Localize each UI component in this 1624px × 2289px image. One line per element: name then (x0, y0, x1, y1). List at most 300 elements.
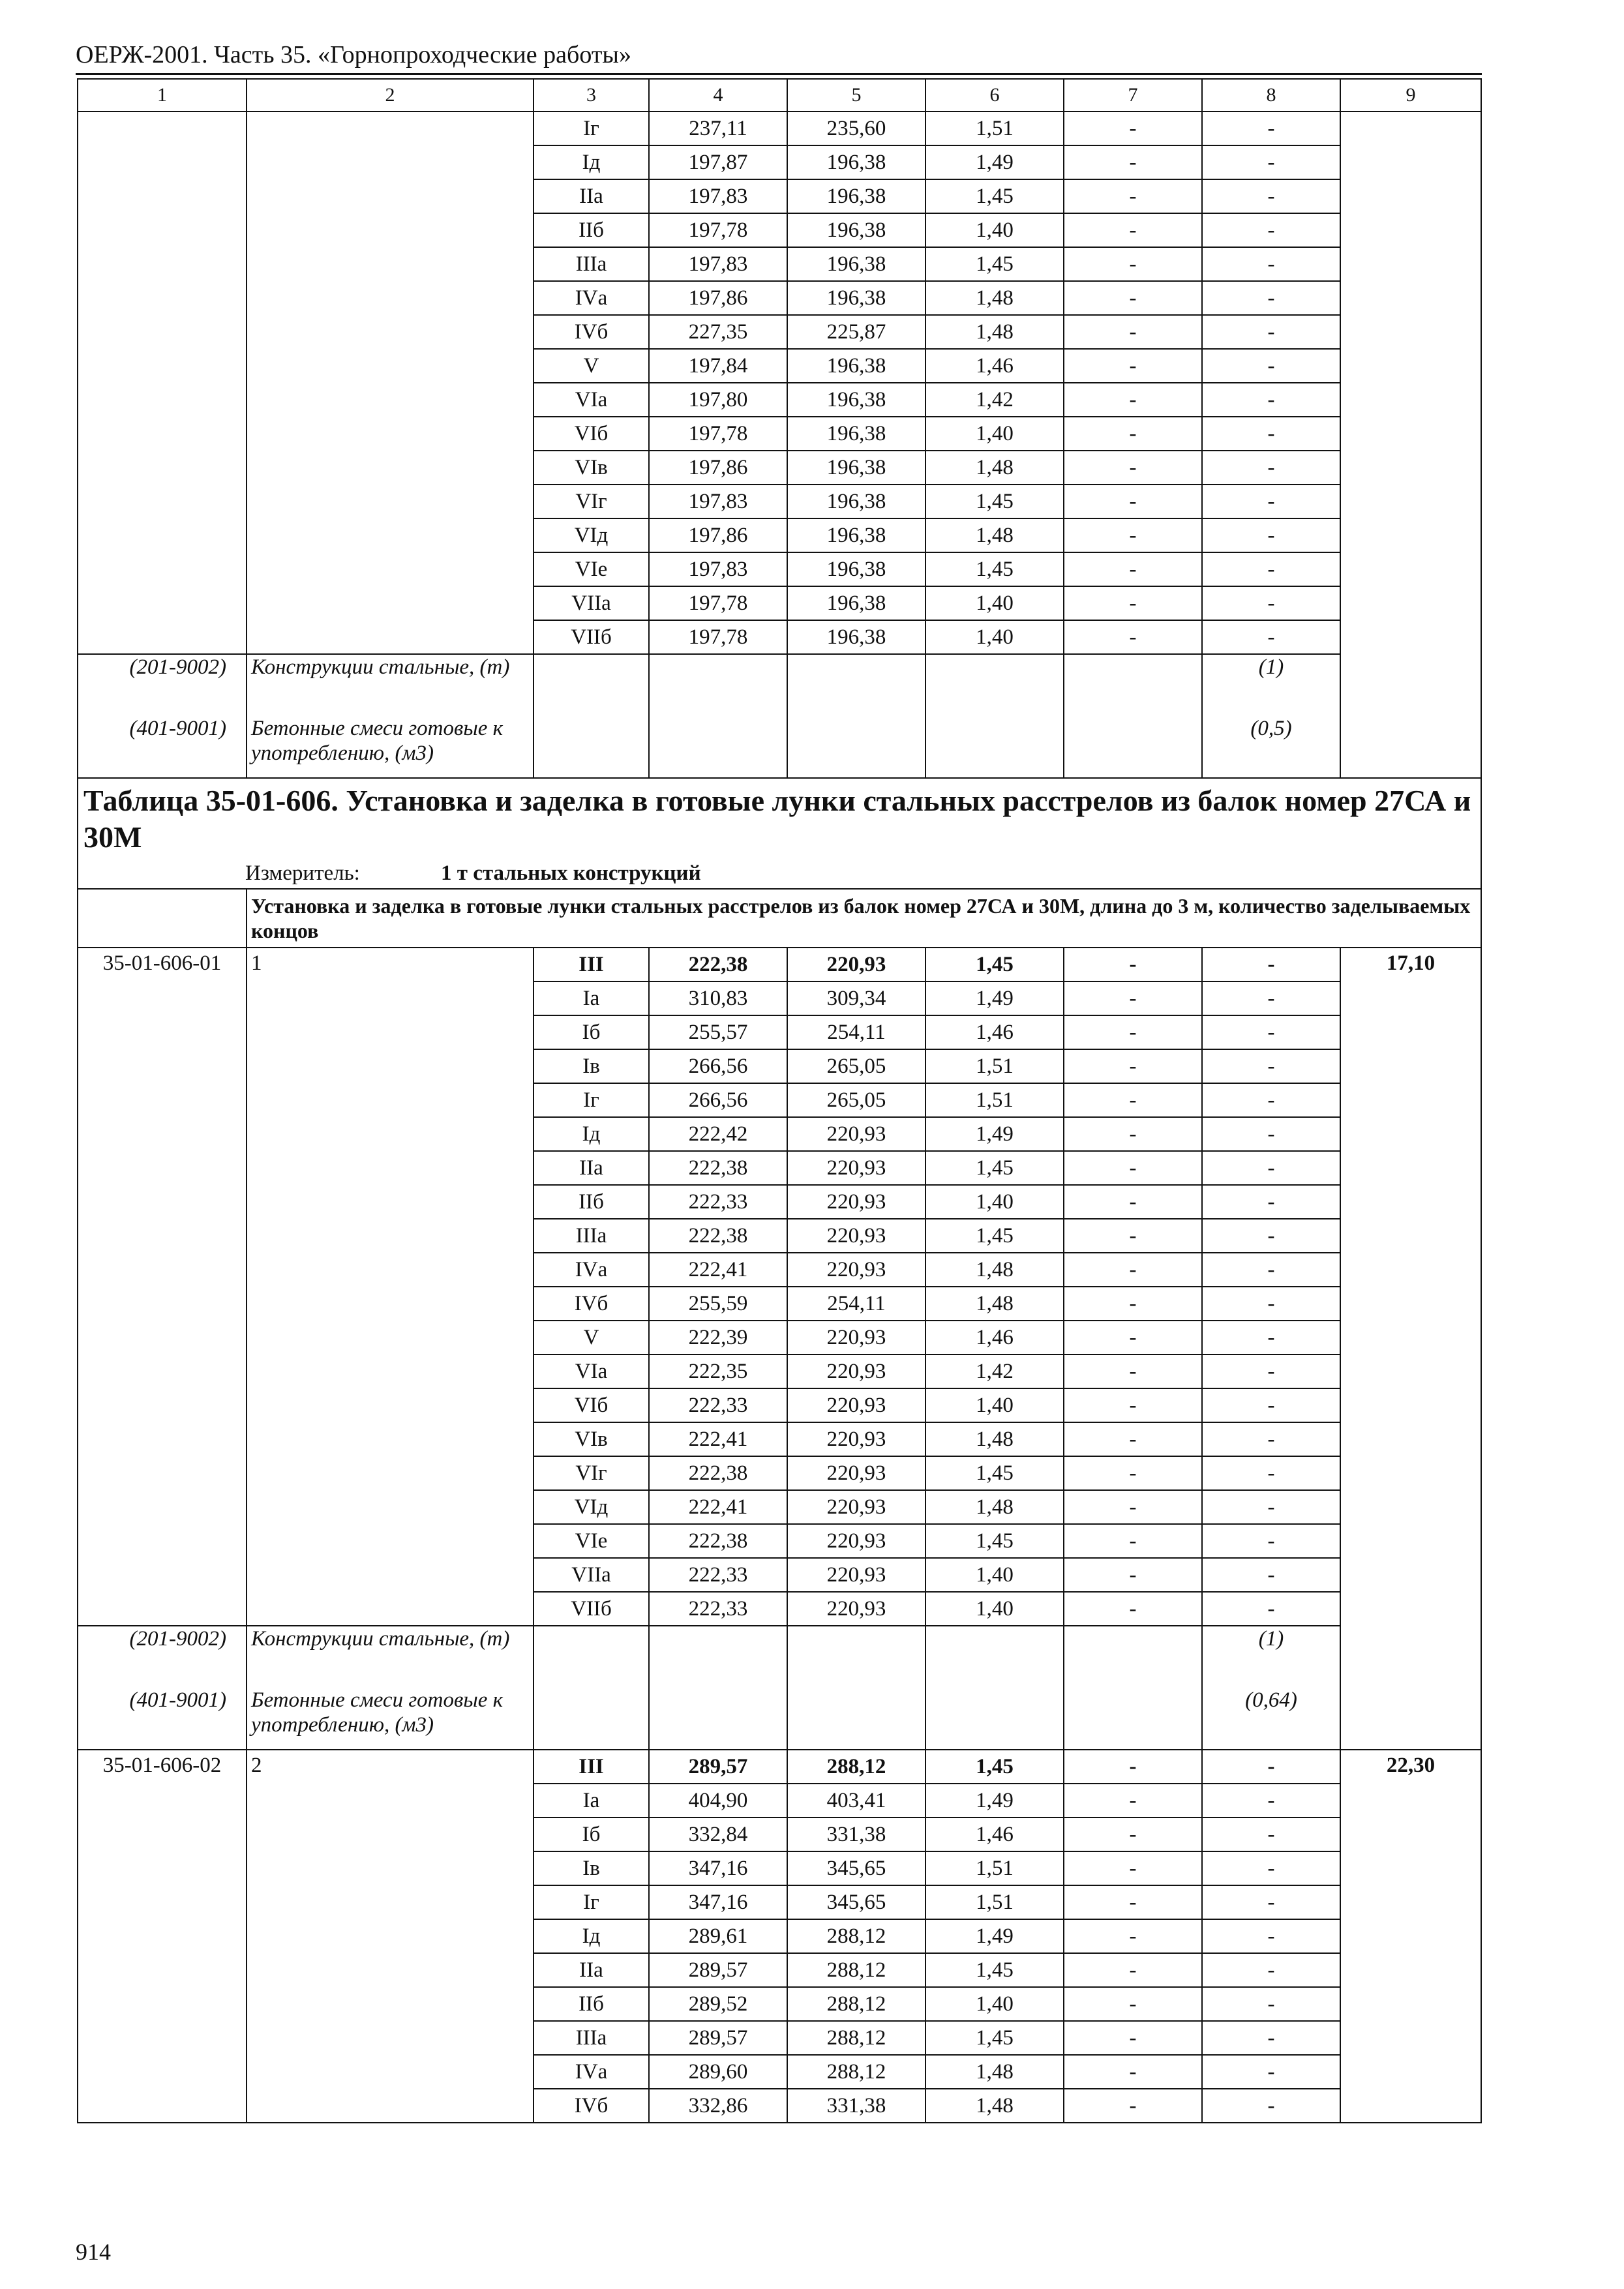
cell-c7: - (1064, 1388, 1202, 1422)
cell-c8: - (1202, 1818, 1340, 1851)
cell-c5: 196,38 (787, 518, 925, 552)
norm-row (78, 948, 1481, 981)
cell-c7: - (1064, 383, 1202, 417)
cell-c4: 237,11 (649, 112, 787, 145)
cell-c6: 1,48 (925, 281, 1064, 315)
cell-c6: 1,49 (925, 981, 1064, 1015)
cell-c7: - (1064, 1015, 1202, 1049)
cell-c4: 197,87 (649, 145, 787, 179)
cell-c8: - (1202, 1885, 1340, 1919)
cell-c7: - (1064, 1987, 1202, 2021)
table-title-row (78, 778, 1481, 858)
cell-c8: - (1202, 145, 1340, 179)
cell-cat: VIIа (534, 586, 649, 620)
cell-c8: - (1202, 1456, 1340, 1490)
cell-cat: IIб (534, 1185, 649, 1219)
cell-c7: - (1064, 1885, 1202, 1919)
cell-c4: 310,83 (649, 981, 787, 1015)
cell-c4: 289,52 (649, 1987, 787, 2021)
cell-c7: - (1064, 2055, 1202, 2089)
resource-empty-cell (1064, 1626, 1202, 1688)
cell-c8: - (1202, 1388, 1340, 1422)
norm-description: 1 (247, 948, 534, 1626)
cell-c7: - (1064, 1253, 1202, 1287)
cell-c8: - (1202, 1253, 1340, 1287)
cell-c4: 197,86 (649, 451, 787, 485)
measure-label: Измеритель: (245, 861, 360, 885)
resource-empty-cell (649, 1626, 787, 1688)
cell-c7: - (1064, 1558, 1202, 1592)
cell-c7: - (1064, 1524, 1202, 1558)
column-number: 5 (787, 79, 925, 112)
resource-empty-cell (1064, 654, 1202, 716)
cell-c6: 1,46 (925, 1818, 1064, 1851)
column-number: 8 (1202, 79, 1340, 112)
cell-cat: IIа (534, 1953, 649, 1987)
cell-c6: 1,45 (925, 1151, 1064, 1185)
cell-c6: 1,40 (925, 1987, 1064, 2021)
cell-c7: - (1064, 247, 1202, 281)
cell-c8: - (1202, 383, 1340, 417)
resource-empty-cell (534, 716, 649, 778)
cell-c5: 403,41 (787, 1784, 925, 1818)
cell-c4: 197,78 (649, 213, 787, 247)
header-rule (76, 73, 1482, 75)
resource-name: Конструкции стальные, (т) (247, 1626, 534, 1688)
cell-c7: - (1064, 552, 1202, 586)
resource-empty-cell (787, 654, 925, 716)
cell-cat: VIб (534, 417, 649, 451)
cell-cat: IVа (534, 1253, 649, 1287)
cell-c7: - (1064, 2021, 1202, 2055)
cell-c8: - (1202, 518, 1340, 552)
cell-cat: Iд (534, 1919, 649, 1953)
cell-c4: 197,86 (649, 281, 787, 315)
cell-c4: 222,38 (649, 1524, 787, 1558)
cell-c4: 222,41 (649, 1422, 787, 1456)
cell-c4: 197,83 (649, 247, 787, 281)
cell-c4: 227,35 (649, 315, 787, 349)
cell-cat: Iв (534, 1049, 649, 1083)
resource-row (78, 1688, 1481, 1750)
cell-c6: 1,51 (925, 1851, 1064, 1885)
cell-c5: 196,38 (787, 417, 925, 451)
cell-c7: - (1064, 213, 1202, 247)
cell-c5: 288,12 (787, 1987, 925, 2021)
cell-c6: 1,51 (925, 112, 1064, 145)
cell-c6: 1,49 (925, 1919, 1064, 1953)
cell-c5: 196,38 (787, 281, 925, 315)
cell-c6: 1,40 (925, 620, 1064, 654)
cell-c7: - (1064, 1592, 1202, 1626)
resource-empty-cell (925, 654, 1064, 716)
cell-c7: - (1064, 981, 1202, 1015)
cell-c4: 289,60 (649, 2055, 787, 2089)
cell-c5: 220,93 (787, 1422, 925, 1456)
cell-c8: - (1202, 1321, 1340, 1354)
cell-cat: VIд (534, 1490, 649, 1524)
cell-cat: IIб (534, 213, 649, 247)
cell-cat: Iб (534, 1015, 649, 1049)
cell-c6: 1,40 (925, 1558, 1064, 1592)
resource-name: Бетонные смеси готовые к употреблению, (м3) (247, 1688, 534, 1750)
cell-c7: - (1064, 1083, 1202, 1117)
cell-c6: 1,48 (925, 518, 1064, 552)
cell-c6: 1,51 (925, 1083, 1064, 1117)
cell-c6: 1,45 (925, 1750, 1064, 1784)
cell-c4: 222,39 (649, 1321, 787, 1354)
page-header-title: ОЕРЖ-2001. Часть 35. «Горнопроходческие работы» (76, 41, 631, 68)
cell-c7: - (1064, 145, 1202, 179)
cell-c6: 1,48 (925, 1287, 1064, 1321)
cell-c7: - (1064, 1818, 1202, 1851)
cell-c8: - (1202, 1851, 1340, 1885)
cell-c8: - (1202, 1784, 1340, 1818)
cell-cat: VIIа (534, 1558, 649, 1592)
cell-c5: 220,93 (787, 1592, 925, 1626)
resource-empty-cell (534, 1688, 649, 1750)
column-number: 1 (78, 79, 247, 112)
cell-c6: 1,45 (925, 2021, 1064, 2055)
cell-cat: IVб (534, 315, 649, 349)
cell-c8: - (1202, 247, 1340, 281)
cell-c8: - (1202, 1422, 1340, 1456)
cell-c6: 1,46 (925, 1015, 1064, 1049)
norm-total (1340, 112, 1481, 778)
cell-c6: 1,48 (925, 1490, 1064, 1524)
cell-c8: - (1202, 213, 1340, 247)
cell-c4: 289,57 (649, 1750, 787, 1784)
norms-table (77, 78, 1482, 2123)
cell-c4: 197,83 (649, 485, 787, 518)
cell-c8: - (1202, 1151, 1340, 1185)
cell-c5: 254,11 (787, 1015, 925, 1049)
cell-c8: - (1202, 451, 1340, 485)
cell-cat: VIIб (534, 620, 649, 654)
cell-cat: VIа (534, 383, 649, 417)
cell-c7: - (1064, 1185, 1202, 1219)
cell-c6: 1,40 (925, 586, 1064, 620)
cell-c6: 1,45 (925, 1456, 1064, 1490)
cell-cat: VIIб (534, 1592, 649, 1626)
resource-value: (1) (1202, 1626, 1340, 1688)
resource-empty-cell (1064, 716, 1202, 778)
cell-c5: 345,65 (787, 1885, 925, 1919)
resource-value: (0,5) (1202, 716, 1340, 778)
cell-c4: 289,57 (649, 2021, 787, 2055)
resource-value: (1) (1202, 654, 1340, 716)
cell-c8: - (1202, 2055, 1340, 2089)
cell-c4: 222,38 (649, 948, 787, 981)
subtitle-empty-cell (78, 889, 247, 948)
cell-c4: 222,33 (649, 1185, 787, 1219)
cell-c6: 1,42 (925, 383, 1064, 417)
norm-row (78, 112, 1481, 145)
cell-cat: VIг (534, 1456, 649, 1490)
cell-c7: - (1064, 349, 1202, 383)
cell-c8: - (1202, 1287, 1340, 1321)
cell-c6: 1,45 (925, 179, 1064, 213)
cell-c5: 288,12 (787, 1919, 925, 1953)
cell-c6: 1,45 (925, 948, 1064, 981)
cell-c6: 1,48 (925, 2089, 1064, 2123)
cell-cat: IIIа (534, 1219, 649, 1253)
cell-c6: 1,46 (925, 1321, 1064, 1354)
cell-c8: - (1202, 281, 1340, 315)
measure-value: 1 т стальных конструкций (441, 861, 701, 885)
cell-c7: - (1064, 485, 1202, 518)
cell-c5: 220,93 (787, 1185, 925, 1219)
cell-c8: - (1202, 1524, 1340, 1558)
cell-c5: 196,38 (787, 349, 925, 383)
cell-c4: 222,33 (649, 1388, 787, 1422)
cell-cat: Iа (534, 981, 649, 1015)
cell-c5: 225,87 (787, 315, 925, 349)
cell-c6: 1,45 (925, 247, 1064, 281)
cell-c5: 345,65 (787, 1851, 925, 1885)
cell-cat: III (534, 1750, 649, 1784)
cell-c5: 331,38 (787, 2089, 925, 2123)
resource-code: (401-9001) (78, 1688, 247, 1750)
cell-c6: 1,45 (925, 1524, 1064, 1558)
cell-c6: 1,49 (925, 1784, 1064, 1818)
cell-c8: - (1202, 2089, 1340, 2123)
cell-cat: Iг (534, 1083, 649, 1117)
resource-name: Конструкции стальные, (т) (247, 654, 534, 716)
cell-c5: 220,93 (787, 1558, 925, 1592)
cell-c8: - (1202, 1117, 1340, 1151)
cell-cat: VIа (534, 1354, 649, 1388)
column-number: 2 (247, 79, 534, 112)
cell-c7: - (1064, 948, 1202, 981)
cell-c5: 220,93 (787, 948, 925, 981)
cell-c6: 1,40 (925, 1388, 1064, 1422)
cell-c5: 265,05 (787, 1083, 925, 1117)
cell-c6: 1,48 (925, 2055, 1064, 2089)
cell-c5: 196,38 (787, 620, 925, 654)
cell-c4: 197,78 (649, 586, 787, 620)
resource-empty-cell (925, 1688, 1064, 1750)
cell-c7: - (1064, 1750, 1202, 1784)
cell-c4: 332,86 (649, 2089, 787, 2123)
cell-cat: VIв (534, 451, 649, 485)
cell-cat: III (534, 948, 649, 981)
resource-value: (0,64) (1202, 1688, 1340, 1750)
cell-c8: - (1202, 1219, 1340, 1253)
cell-c5: 220,93 (787, 1117, 925, 1151)
cell-c4: 222,41 (649, 1490, 787, 1524)
cell-c5: 196,38 (787, 145, 925, 179)
cell-c8: - (1202, 1015, 1340, 1049)
table-subtitle-row (78, 889, 1481, 948)
column-number: 4 (649, 79, 787, 112)
cell-c8: - (1202, 417, 1340, 451)
resource-empty-cell (925, 716, 1064, 778)
page-number: 914 (76, 2239, 111, 2265)
cell-c7: - (1064, 112, 1202, 145)
cell-c8: - (1202, 1083, 1340, 1117)
cell-c8: - (1202, 1953, 1340, 1987)
norm-code: 35-01-606-02 (78, 1750, 247, 2123)
resource-empty-cell (649, 654, 787, 716)
cell-c5: 196,38 (787, 451, 925, 485)
resource-empty-cell (787, 716, 925, 778)
resource-empty-cell (534, 654, 649, 716)
cell-c5: 196,38 (787, 213, 925, 247)
cell-cat: VIб (534, 1388, 649, 1422)
cell-c6: 1,49 (925, 145, 1064, 179)
resource-empty-cell (925, 1626, 1064, 1688)
cell-c8: - (1202, 1750, 1340, 1784)
cell-cat: IIа (534, 179, 649, 213)
cell-c5: 196,38 (787, 552, 925, 586)
resource-name: Бетонные смеси готовые к употреблению, (м3) (247, 716, 534, 778)
cell-c8: - (1202, 1490, 1340, 1524)
cell-cat: IVб (534, 1287, 649, 1321)
column-number: 7 (1064, 79, 1202, 112)
cell-c6: 1,40 (925, 1185, 1064, 1219)
resource-empty-cell (534, 1626, 649, 1688)
cell-c4: 197,80 (649, 383, 787, 417)
cell-c7: - (1064, 1287, 1202, 1321)
cell-c7: - (1064, 2089, 1202, 2123)
cell-c7: - (1064, 1117, 1202, 1151)
cell-cat: Iа (534, 1784, 649, 1818)
cell-c7: - (1064, 451, 1202, 485)
cell-c6: 1,49 (925, 1117, 1064, 1151)
norm-total: 22,30 (1340, 1750, 1481, 2123)
cell-c4: 197,78 (649, 417, 787, 451)
cell-c4: 197,84 (649, 349, 787, 383)
cell-cat: VIе (534, 552, 649, 586)
resource-code: (401-9001) (78, 716, 247, 778)
cell-c5: 220,93 (787, 1524, 925, 1558)
resource-row (78, 1626, 1481, 1688)
cell-c5: 220,93 (787, 1456, 925, 1490)
cell-c4: 289,57 (649, 1953, 787, 1987)
cell-c7: - (1064, 281, 1202, 315)
cell-c4: 197,78 (649, 620, 787, 654)
cell-c7: - (1064, 1422, 1202, 1456)
resource-empty-cell (787, 1688, 925, 1750)
cell-c5: 309,34 (787, 981, 925, 1015)
cell-c7: - (1064, 1490, 1202, 1524)
cell-c6: 1,48 (925, 315, 1064, 349)
measure-cell (78, 858, 1481, 889)
cell-cat: VIд (534, 518, 649, 552)
cell-c8: - (1202, 1592, 1340, 1626)
cell-cat: VIв (534, 1422, 649, 1456)
cell-c6: 1,48 (925, 451, 1064, 485)
cell-c7: - (1064, 179, 1202, 213)
cell-c5: 220,93 (787, 1490, 925, 1524)
cell-c8: - (1202, 315, 1340, 349)
cell-c4: 347,16 (649, 1851, 787, 1885)
cell-c7: - (1064, 518, 1202, 552)
cell-cat: VIе (534, 1524, 649, 1558)
resource-row (78, 654, 1481, 716)
cell-c4: 347,16 (649, 1885, 787, 1919)
cell-cat: Iв (534, 1851, 649, 1885)
table-subtitle: Установка и заделка в готовые лунки стальных расстрелов из балок номер 27СА и 30М, длина до 3 м, количество заделываемых концов (247, 889, 1481, 948)
cell-c8: - (1202, 1185, 1340, 1219)
norm-code (78, 112, 247, 654)
cell-c5: 196,38 (787, 383, 925, 417)
cell-c6: 1,45 (925, 485, 1064, 518)
column-number: 9 (1340, 79, 1481, 112)
cell-cat: IVа (534, 281, 649, 315)
cell-c5: 288,12 (787, 2055, 925, 2089)
resource-empty-cell (649, 716, 787, 778)
cell-cat: Iд (534, 145, 649, 179)
cell-cat: Iб (534, 1818, 649, 1851)
cell-c5: 220,93 (787, 1354, 925, 1388)
cell-c8: - (1202, 112, 1340, 145)
cell-c7: - (1064, 1456, 1202, 1490)
cell-cat: IVа (534, 2055, 649, 2089)
cell-cat: VIг (534, 485, 649, 518)
resource-row (78, 716, 1481, 778)
cell-c7: - (1064, 1851, 1202, 1885)
cell-c4: 404,90 (649, 1784, 787, 1818)
cell-cat: IIа (534, 1151, 649, 1185)
cell-c7: - (1064, 1784, 1202, 1818)
cell-c7: - (1064, 1049, 1202, 1083)
cell-c7: - (1064, 417, 1202, 451)
cell-c5: 220,93 (787, 1388, 925, 1422)
cell-c6: 1,45 (925, 1219, 1064, 1253)
table-measure-row (78, 858, 1481, 889)
cell-cat: Iг (534, 1885, 649, 1919)
cell-c5: 196,38 (787, 179, 925, 213)
cell-c8: - (1202, 552, 1340, 586)
cell-c6: 1,45 (925, 552, 1064, 586)
cell-c6: 1,51 (925, 1049, 1064, 1083)
cell-c5: 220,93 (787, 1151, 925, 1185)
cell-c5: 265,05 (787, 1049, 925, 1083)
norm-row (78, 1750, 1481, 1784)
cell-c4: 222,35 (649, 1354, 787, 1388)
cell-c5: 196,38 (787, 485, 925, 518)
cell-c7: - (1064, 1219, 1202, 1253)
cell-c7: - (1064, 1321, 1202, 1354)
cell-c6: 1,51 (925, 1885, 1064, 1919)
column-number: 3 (534, 79, 649, 112)
cell-c4: 255,57 (649, 1015, 787, 1049)
cell-c5: 288,12 (787, 1953, 925, 1987)
cell-c4: 197,83 (649, 179, 787, 213)
column-number-row (78, 79, 1481, 112)
cell-c7: - (1064, 1953, 1202, 1987)
cell-c4: 222,33 (649, 1558, 787, 1592)
cell-c4: 289,61 (649, 1919, 787, 1953)
cell-c5: 196,38 (787, 247, 925, 281)
cell-c5: 254,11 (787, 1287, 925, 1321)
cell-c4: 222,38 (649, 1151, 787, 1185)
cell-c8: - (1202, 179, 1340, 213)
resource-code: (201-9002) (78, 1626, 247, 1688)
cell-cat: IIб (534, 1987, 649, 2021)
cell-c5: 220,93 (787, 1321, 925, 1354)
resource-code: (201-9002) (78, 654, 247, 716)
cell-c7: - (1064, 315, 1202, 349)
cell-c8: - (1202, 1558, 1340, 1592)
cell-c7: - (1064, 620, 1202, 654)
cell-cat: Iд (534, 1117, 649, 1151)
cell-c8: - (1202, 485, 1340, 518)
cell-cat: IIIа (534, 2021, 649, 2055)
cell-c4: 266,56 (649, 1083, 787, 1117)
